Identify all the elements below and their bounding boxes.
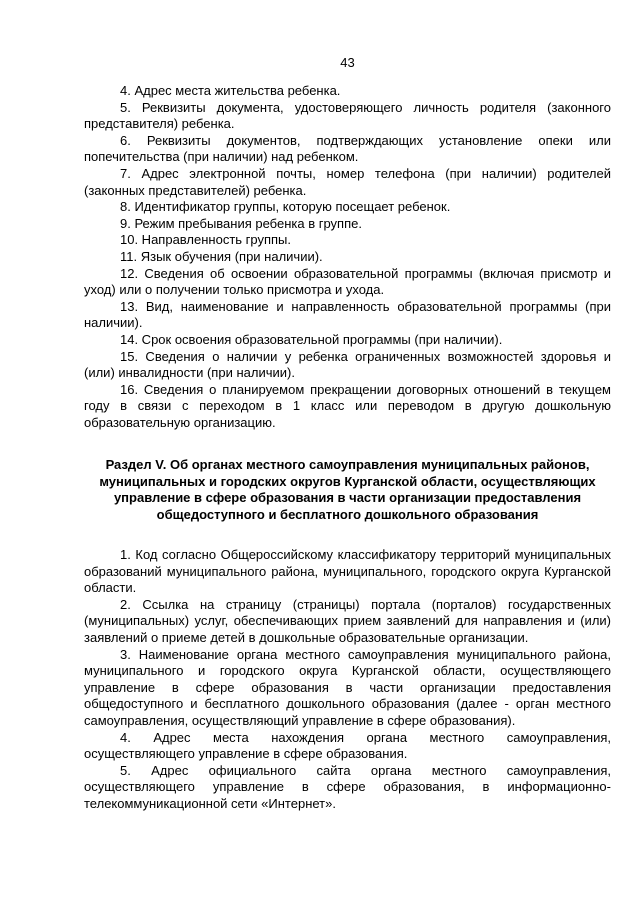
page-number: 43 <box>340 55 355 70</box>
section-title <box>84 457 611 523</box>
list-item: 11. Язык обучения (при наличии). <box>120 248 323 264</box>
list-section-5 <box>84 547 611 813</box>
section-title-line: муниципальных и городских округов Курганской области, осуществляющих <box>99 473 596 489</box>
list-item: 4. Адрес места нахождения органа местного самоуправления, осуществляющего управление в сфере образования. <box>84 729 611 762</box>
list-item: 3. Наименование органа местного самоуправления муниципального района, муниципального и городского округа Курганской области, осуществляющего управление в сфере образования в части организации предоставления общедоступного и бесплатного дошкольного образования (далее - орган местного самоуправления, осуществляющий управление в сфере образования). <box>84 646 611 728</box>
list-section-4 <box>84 83 611 431</box>
list-item: 6. Реквизиты документов, подтверждающих установление опеки или попечительства (при наличии) над ребенком. <box>84 132 611 165</box>
list-item: 2. Ссылка на страницу (страницы) портала (порталов) государственных (муниципальных) услуг, обеспечивающих прием заявлений для направления и (или) заявлений о приеме детей в дошкольные образовательные организации. <box>84 596 611 645</box>
list-item: 16. Сведения о планируемом прекращении договорных отношений в текущем году в связи с переходом в 1 класс или переводом в другую дошкольную образовательную организацию. <box>84 381 611 430</box>
list-item: 7. Адрес электронной почты, номер телефона (при наличии) родителей (законных представителей) ребенка. <box>84 165 611 198</box>
section-title-line: Раздел V. Об органах местного самоуправления муниципальных районов, <box>105 457 590 472</box>
list-item: 15. Сведения о наличии у ребенка ограниченных возможностей здоровья и (или) инвалидности (при наличии). <box>84 348 611 381</box>
list-item: 5. Адрес официального сайта органа местного самоуправления, осуществляющего управление в сфере образования, в информационно-телекоммуникационной сети «Интернет». <box>84 762 611 811</box>
list-item: 12. Сведения об освоении образовательной программы (включая присмотр и уход) или о получении только присмотра и ухода. <box>84 265 611 298</box>
list-item: 5. Реквизиты документа, удостоверяющего личность родителя (законного представителя) ребенка. <box>84 99 611 132</box>
list-item: 1. Код согласно Общероссийскому классификатору территорий муниципальных образований муниципального района, муниципального, городского округа Курганской области. <box>84 547 611 596</box>
section-title-line: управление в сфере образования в части организации предоставления <box>113 490 582 506</box>
list-item: 4. Адрес места жительства ребенка. <box>120 83 341 98</box>
section-title-line: общедоступного и бесплатного дошкольного образования <box>156 506 539 522</box>
list-item: 8. Идентификатор группы, которую посещает ребенок. <box>120 199 451 215</box>
list-item: 9. Режим пребывания ребенка в группе. <box>120 215 362 231</box>
list-item: 14. Срок освоения образовательной программы (при наличии). <box>120 331 503 347</box>
list-item: 13. Вид, наименование и направленность образовательной программы (при наличии). <box>84 298 611 331</box>
document-page <box>84 0 611 905</box>
list-item: 10. Направленность группы. <box>120 232 292 248</box>
